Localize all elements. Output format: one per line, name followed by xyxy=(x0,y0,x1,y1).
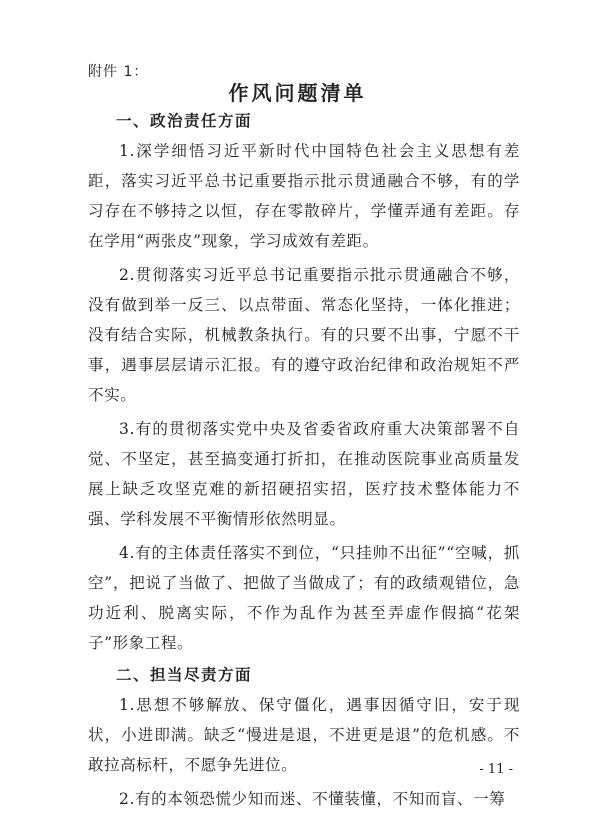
paragraph: 2.贯彻落实习近平总书记重要指示批示贯通融合不够，没有做到举一反三、以点带面、常态化坚持，一体化推进；没有结合实际，机械教条执行。有的只要不出事，宁愿不干事，遇事层层请示汇报。有的遵守政治纪律和政治规矩不严不实。 xyxy=(88,266,520,404)
paragraph: 2.有的本领恐慌少知而迷、不懂装懂，不知而盲、一筹 xyxy=(119,790,506,808)
document-body xyxy=(88,104,520,814)
paragraph: 3.有的贯彻落实党中央及省委省政府重大决策部署不自觉、不坚定，甚至搞变通打折扣，在推动医院事业高质量发展上缺乏攻坚克难的新招硬招实招，医疗技术整体能力不强、学科发展不平衡情形依然明显。 xyxy=(88,420,520,528)
section-heading-responsibility: 二、担当尽责方面 xyxy=(116,666,253,684)
document-title: 作风问题清单 xyxy=(228,81,367,105)
paragraph: 4.有的主体责任落实不到位，“只挂帅不出征”“空喊，抓空”，把说了当做了、把做了当做成了；有的政绩观错位，急功近利、脱离实际，不作为乱作为甚至弄虚作假搞“花架子”形象工程。 xyxy=(88,544,520,652)
section-heading-political: 一、政治责任方面 xyxy=(116,112,253,130)
paragraph: 1.深学细悟习近平新时代中国特色社会主义思想有差距，落实习近平总书记重要指示批示贯通融合不够，有的学习存在不够持之以恒，存在零散碎片，学懂弄通有差距。存在学用“两张皮”现象，学习成效有差距。 xyxy=(88,142,520,250)
page-number: - 11 - xyxy=(479,762,513,777)
attachment-label: 附件 1： xyxy=(88,64,149,80)
paragraph: 1.思想不够解放、保守僵化，遇事因循守旧，安于现状，小进即满。缺乏“慢进是退，不进更是退”的危机感。不敢拉高标杆，不愿争先进位。 xyxy=(88,696,520,774)
